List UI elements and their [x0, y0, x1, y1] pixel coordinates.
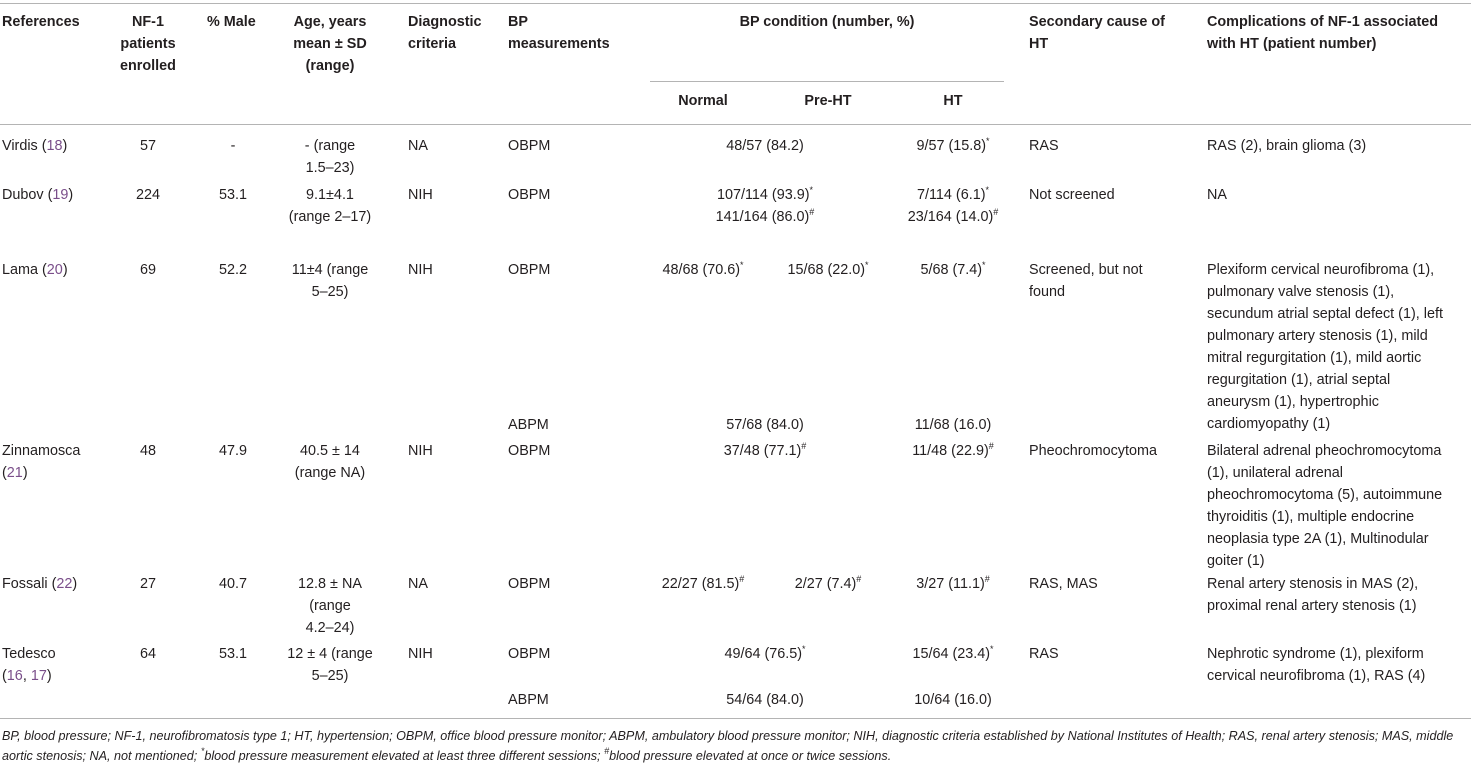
pre-ht-cell: 15/68 (22.0)*	[787, 260, 869, 278]
secondary-cell: RAS	[1029, 646, 1059, 662]
citation-link[interactable]: 19	[52, 187, 69, 203]
header-enrolled: NF-1 patients enrolled	[120, 14, 176, 74]
ht-cell: 9/57 (15.8)*	[916, 136, 990, 154]
header-bp-measurements: BP measurements	[508, 14, 610, 52]
bpm-cell: OBPM	[508, 443, 551, 459]
ref-cell: Dubov (19)	[2, 187, 74, 203]
enrolled-cell: 57	[139, 138, 156, 154]
bpm-cell: OBPM	[508, 646, 551, 662]
normal-cell: 48/57 (84.2)	[726, 138, 804, 154]
ref-cell: Lama (20)	[2, 262, 68, 278]
citation-link[interactable]: 17	[30, 668, 47, 684]
normal-cell: 107/114 (93.9)* 141/164 (86.0)#	[715, 185, 815, 225]
age-cell: 12 ± 4 (range 5–25)	[287, 646, 373, 684]
complications-cell: RAS (2), brain glioma (3)	[1207, 138, 1367, 154]
diag-cell: NIH	[408, 187, 433, 203]
male-cell: -	[230, 138, 236, 154]
complications-cell: Nephrotic syndrome (1), plexiform cervical neurofibroma (1), RAS (4)	[1207, 646, 1426, 684]
ht-cell: 3/27 (11.1)#	[916, 574, 990, 592]
header-normal: Normal	[678, 93, 728, 109]
complications-cell: NA	[1207, 187, 1227, 203]
normal-cell: 49/64 (76.5)*	[724, 644, 806, 662]
ht-cell: 15/64 (23.4)*	[912, 644, 994, 662]
ht-cell: 11/68 (16.0)	[914, 417, 992, 433]
enrolled-cell: 48	[139, 443, 156, 459]
header-diagnostic: Diagnostic criteria	[408, 14, 482, 52]
ref-cell: Tedesco (16, 17)	[2, 646, 56, 684]
citation-link[interactable]: 18	[46, 138, 63, 154]
header-secondary-cause: Secondary cause of HT	[1029, 14, 1165, 52]
diag-cell: NIH	[408, 646, 433, 662]
bpm-cell: OBPM	[508, 138, 551, 154]
enrolled-cell: 224	[135, 187, 160, 203]
diag-cell: NA	[408, 576, 428, 592]
enrolled-cell: 64	[139, 646, 156, 662]
header-complications: Complications of NF-1 associated with HT (patient number)	[1207, 14, 1439, 52]
diag-cell: NIH	[408, 443, 433, 459]
male-cell: 53.1	[218, 187, 247, 203]
bpm-cell: OBPM	[508, 262, 551, 278]
secondary-cell: Not screened	[1029, 187, 1115, 203]
ref-cell: Virdis (18)	[2, 138, 68, 154]
enrolled-cell: 27	[139, 576, 156, 592]
bpm-cell: OBPM	[508, 187, 551, 203]
header-bp-condition: BP condition (number, %)	[739, 14, 915, 30]
bpm-cell: OBPM	[508, 576, 551, 592]
ht-cell: 7/114 (6.1)* 23/164 (14.0)#	[907, 185, 999, 225]
ref-cell: Fossali (22)	[2, 576, 78, 592]
enrolled-cell: 69	[139, 262, 156, 278]
secondary-cell: RAS	[1029, 138, 1059, 154]
ref-cell: Zinnamosca (21)	[2, 443, 81, 481]
secondary-cell: Screened, but not found	[1029, 262, 1143, 300]
age-cell: 40.5 ± 14 (range NA)	[294, 443, 366, 481]
pre-ht-cell: 2/27 (7.4)#	[794, 574, 862, 592]
secondary-cell: Pheochromocytoma	[1029, 443, 1157, 459]
normal-cell: 37/48 (77.1)#	[723, 441, 807, 459]
diag-cell: NA	[408, 138, 428, 154]
header-male: % Male	[207, 14, 256, 30]
male-cell: 52.2	[218, 262, 247, 278]
age-cell: - (range 1.5–23)	[304, 138, 356, 176]
citation-link[interactable]: 22	[56, 576, 73, 592]
header-references: References	[2, 14, 80, 30]
complications-cell: Bilateral adrenal pheochromocytoma (1), unilateral adrenal pheochromocytoma (5), autoimmune thyroiditis (1), multiple endocrine neoplasia type 2A (1), Multinodular goiter (1)	[1207, 443, 1443, 569]
male-cell: 53.1	[218, 646, 247, 662]
ht-cell: 11/48 (22.9)#	[912, 441, 994, 459]
age-cell: 9.1±4.1 (range 2–17)	[288, 187, 372, 225]
complications-cell: Renal artery stenosis in MAS (2), proximal renal artery stenosis (1)	[1207, 576, 1419, 614]
ht-cell: 5/68 (7.4)*	[920, 260, 986, 278]
citation-link[interactable]: 20	[46, 262, 63, 278]
normal-cell: 57/68 (84.0)	[726, 417, 804, 433]
normal-cell: 48/68 (70.6)*	[662, 260, 744, 278]
normal-cell: 22/27 (81.5)#	[661, 574, 745, 592]
age-cell: 12.8 ± NA (range 4.2–24)	[298, 576, 362, 636]
age-cell: 11±4 (range 5–25)	[291, 262, 369, 300]
header-bottom-rule	[0, 124, 1471, 125]
normal-cell: 54/64 (84.0)	[726, 692, 804, 708]
ht-cell: 10/64 (16.0)	[914, 692, 992, 708]
header-pre-ht: Pre-HT	[804, 93, 852, 109]
complications-cell: Plexiform cervical neurofibroma (1), pulmonary valve stenosis (1), secundum atrial septal defect (1), left pulmonary artery stenosis (1), mild mitral regurgitation (1), mild aortic regurgitation (1), atrial septal aneurysm (1), hypertrophic cardiomyopathy (1)	[1207, 262, 1443, 432]
bp-condition-rule	[650, 81, 1004, 82]
male-cell: 40.7	[218, 576, 247, 592]
citation-link[interactable]: 16	[6, 668, 23, 684]
table-footnote: BP, blood pressure; NF-1, neurofibromatosis type 1; HT, hypertension; OBPM, office blood pressure monitor; ABPM, ambulatory blood pressure monitor; NIH, diagnostic criteria established by National Institutes of Health; RAS, renal artery stenosis; MAS, middle aortic stenosis; NA, not mentioned; *blood pressure measurement elevated at least three different sessions; #blood pressure elevated at once or twice sessions.	[2, 729, 1454, 763]
header-ht: HT	[943, 93, 963, 109]
bpm-cell: ABPM	[508, 692, 549, 708]
citation-link[interactable]: 21	[6, 465, 23, 481]
table-bottom-rule	[0, 718, 1471, 719]
header-age: Age, years mean ± SD (range)	[293, 14, 367, 74]
male-cell: 47.9	[218, 443, 247, 459]
table-top-rule	[0, 3, 1471, 4]
secondary-cell: RAS, MAS	[1029, 576, 1098, 592]
bpm-cell: ABPM	[508, 417, 549, 433]
diag-cell: NIH	[408, 262, 433, 278]
